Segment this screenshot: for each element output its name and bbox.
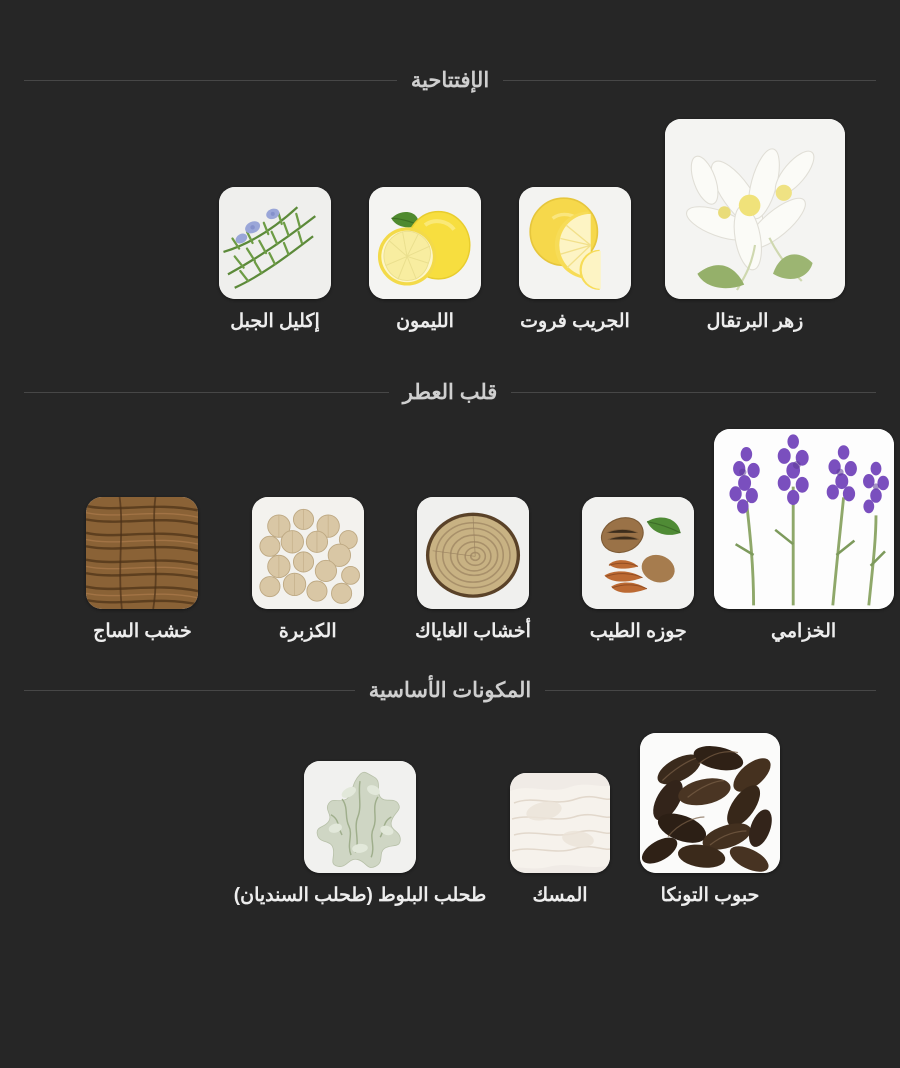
lemon-icon	[369, 187, 481, 299]
oakmoss-icon	[304, 761, 416, 873]
ingredient-item-tonka-beans[interactable]	[635, 733, 785, 908]
divider-rule-left	[503, 80, 876, 81]
section-title-heart: قلب العطر	[402, 380, 498, 404]
nutmeg-icon	[582, 497, 694, 609]
ingredient-item-nutmeg[interactable]	[569, 497, 707, 644]
divider-rule-left	[545, 690, 876, 691]
ingredient-item-musk[interactable]	[485, 773, 635, 908]
ingredient-item-grapefruit[interactable]	[500, 187, 650, 334]
ingredient-item-guaiac-wood[interactable]	[377, 497, 570, 644]
ingredient-item-orange-blossom[interactable]	[650, 119, 860, 334]
section-header-opening	[0, 68, 900, 93]
tonka-beans-icon	[640, 733, 780, 873]
rosemary-icon	[219, 187, 331, 299]
ingredient-label: زهر البرتقال	[706, 311, 804, 332]
guaiac-wood-icon	[417, 497, 529, 609]
section-header-base	[0, 678, 900, 703]
musk-icon	[510, 773, 610, 873]
ingredient-label: الكزبرة	[278, 620, 337, 642]
ingredient-item-rosemary[interactable]	[200, 187, 350, 334]
lavender-icon	[714, 429, 894, 609]
section-header-heart	[0, 380, 900, 405]
ingredient-row-heart	[0, 429, 900, 644]
ingredient-item-teak-wood[interactable]	[46, 497, 239, 644]
section-title-opening: الإفتتاحية	[410, 69, 490, 92]
orange-blossom-icon	[665, 119, 845, 299]
ingredient-label: الجريب فروت	[520, 311, 630, 332]
ingredient-item-oakmoss[interactable]	[235, 761, 485, 908]
divider-rule-right	[24, 80, 397, 81]
ingredient-item-lemon[interactable]	[350, 187, 500, 334]
ingredient-row-opening	[0, 119, 900, 334]
ingredient-label: إكليل الجبل	[230, 311, 320, 332]
ingredients-page	[0, 68, 900, 1068]
divider-rule-right	[24, 690, 355, 691]
ingredient-label: طحلب البلوط (طحلب السنديان)	[233, 884, 487, 906]
ingredient-row-base	[0, 733, 900, 908]
divider-rule-right	[24, 392, 389, 393]
ingredient-label: الخزامي	[771, 620, 837, 642]
ingredient-label: حبوب التونكا	[660, 884, 760, 906]
ingredient-label: الليمون	[396, 311, 454, 332]
ingredient-label: المسك	[532, 884, 588, 906]
ingredient-label: جوزه الطيب	[589, 620, 687, 642]
ingredient-label: خشب الساج	[93, 620, 192, 642]
section-title-base: المكونات الأساسية	[368, 678, 532, 702]
teak-wood-icon	[86, 497, 198, 609]
ingredient-label: أخشاب الغاياك	[415, 620, 531, 642]
grapefruit-icon	[519, 187, 631, 299]
divider-rule-left	[511, 392, 876, 393]
coriander-icon	[252, 497, 364, 609]
ingredient-item-lavender[interactable]	[707, 429, 900, 644]
ingredient-item-coriander[interactable]	[239, 497, 377, 644]
